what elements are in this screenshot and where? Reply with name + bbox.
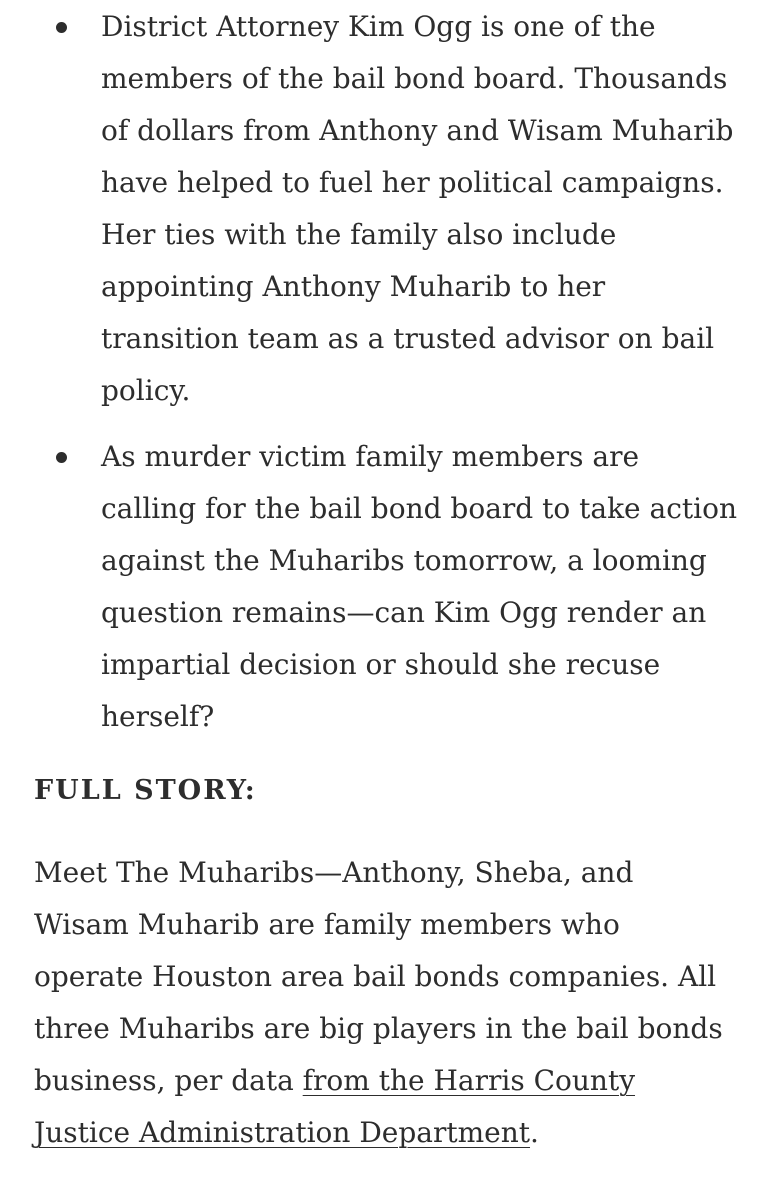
- bullet-item: [0, 431, 757, 743]
- bullet-dot-icon: [56, 452, 67, 463]
- paragraph-text: Meet The Muharibs—Anthony, Sheba, and Wisam Muharib are family members who operate Houston area bail bonds companies. All three Muharibs are big players in the bail bonds business, per data: [34, 856, 723, 1097]
- section-heading: FULL STORY:: [34, 775, 257, 806]
- bullet-text: District Attorney Kim Ogg is one of the members of the bail bond board. Thousands of dollars from Anthony and Wisam Muharib have helped to fuel her political campaigns. Her ties with the family also include appointing Anthony Muharib to her transition team as a trusted advisor on bail policy.: [101, 10, 734, 407]
- paragraph-end: .: [530, 1116, 539, 1149]
- bullet-item: [0, 1, 757, 417]
- summary-bullet-list: [0, 1, 757, 743]
- source-link[interactable]: from the Harris County Justice Administration Department: [34, 1064, 636, 1149]
- bullet-text: As murder victim family members are calling for the bail bond board to take action against the Muharibs tomorrow, a looming question remains—can Kim Ogg render an impartial decision or should she recuse herself?: [101, 440, 737, 733]
- story-paragraph: [34, 847, 757, 1159]
- bullet-dot-icon: [56, 22, 67, 33]
